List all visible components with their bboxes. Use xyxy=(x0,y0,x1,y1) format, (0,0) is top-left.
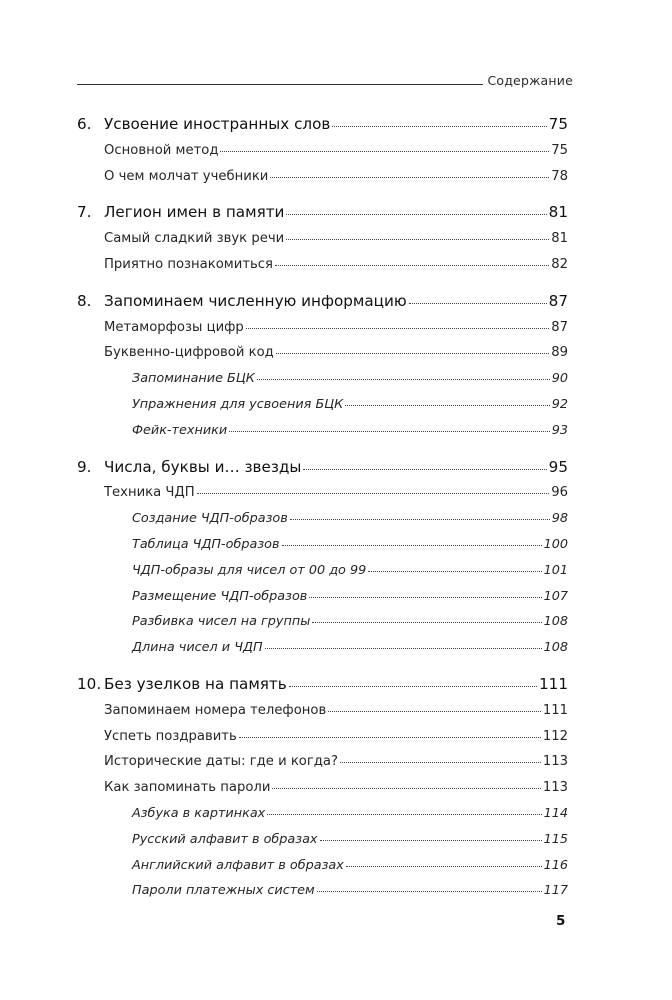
dot-leader xyxy=(340,761,541,763)
entry-title: Как запоминать пароли xyxy=(104,780,271,796)
toc-subsubsection-entry[interactable] xyxy=(77,878,568,904)
dot-leader xyxy=(220,150,549,152)
table-of-contents xyxy=(77,112,568,915)
toc-chapter-entry[interactable] xyxy=(77,112,568,138)
dot-leader xyxy=(197,492,550,494)
toc-chapter-entry[interactable] xyxy=(77,672,568,698)
toc-section xyxy=(77,455,568,661)
dot-leader xyxy=(289,685,537,687)
entry-page: 93 xyxy=(551,422,568,438)
entry-page: 98 xyxy=(551,511,568,527)
entry-page: 114 xyxy=(543,805,568,821)
entry-page: 96 xyxy=(551,485,568,501)
entry-title: Размещение ЧДП-образов xyxy=(132,588,308,604)
entry-title: Азбука в картинках xyxy=(132,805,266,821)
dot-leader xyxy=(320,839,542,841)
toc-subsection-entry[interactable] xyxy=(77,775,568,801)
toc-subsubsection-entry[interactable] xyxy=(77,801,568,827)
entry-title: Таблица ЧДП-образов xyxy=(132,536,280,552)
entry-title: Пароли платежных систем xyxy=(132,883,315,899)
chapter-title: Легион имен в памяти xyxy=(104,203,285,222)
entry-title: Успеть поздравить xyxy=(104,728,237,744)
dot-leader xyxy=(409,302,547,304)
chapter-number: 7. xyxy=(77,203,92,222)
entry-title: Длина чисел и ЧДП xyxy=(132,640,263,656)
chapter-title: Усвоение иностранных слов xyxy=(104,115,331,133)
toc-subsubsection-entry[interactable] xyxy=(77,635,568,661)
dot-leader xyxy=(272,787,540,789)
dot-leader xyxy=(282,544,542,546)
chapter-page: 87 xyxy=(548,291,568,310)
entry-title: Основной метод xyxy=(104,142,219,158)
dot-leader xyxy=(346,865,542,867)
entry-title: Разбивка чисел на группы xyxy=(132,614,311,630)
dot-leader xyxy=(368,570,541,572)
toc-chapter-entry[interactable] xyxy=(77,289,568,315)
entry-page: 82 xyxy=(551,256,568,272)
chapter-page: 95 xyxy=(548,457,568,476)
toc-subsubsection-entry[interactable] xyxy=(77,418,568,444)
toc-section xyxy=(77,289,568,444)
dot-leader xyxy=(267,813,541,815)
chapter-page: 81 xyxy=(548,203,568,222)
dot-leader xyxy=(239,736,541,738)
entry-page: 108 xyxy=(543,640,568,656)
dot-leader xyxy=(270,176,549,178)
toc-subsection-entry[interactable] xyxy=(77,698,568,724)
entry-title: Буквенно-цифровой код xyxy=(104,345,274,361)
entry-page: 90 xyxy=(551,371,568,387)
chapter-title: Запоминаем численную информацию xyxy=(104,291,407,310)
entry-page: 115 xyxy=(543,831,568,847)
dot-leader xyxy=(303,468,546,470)
entry-page: 75 xyxy=(551,142,568,158)
entry-title: Создание ЧДП-образов xyxy=(132,511,288,527)
entry-page: 117 xyxy=(543,883,568,899)
entry-page: 87 xyxy=(551,319,568,335)
entry-title: Запоминаем номера телефонов xyxy=(104,702,327,718)
toc-subsubsection-entry[interactable] xyxy=(77,558,568,584)
chapter-number: 6. xyxy=(77,115,92,133)
toc-subsubsection-entry[interactable] xyxy=(77,584,568,610)
dot-leader xyxy=(345,404,549,406)
toc-subsection-entry[interactable] xyxy=(77,164,568,190)
toc-section xyxy=(77,672,568,904)
entry-page: 113 xyxy=(542,780,568,796)
toc-subsubsection-entry[interactable] xyxy=(77,392,568,418)
dot-leader xyxy=(312,621,541,623)
dot-leader xyxy=(328,710,541,712)
toc-chapter-entry[interactable] xyxy=(77,200,568,226)
entry-page: 89 xyxy=(551,345,568,361)
toc-subsection-entry[interactable] xyxy=(77,138,568,164)
entry-title: Запоминание БЦК xyxy=(132,371,255,387)
chapter-number: 8. xyxy=(77,291,92,310)
toc-subsection-entry[interactable] xyxy=(77,340,568,366)
entry-page: 111 xyxy=(542,702,568,718)
chapter-number: 10. xyxy=(77,674,102,693)
toc-subsection-entry[interactable] xyxy=(77,315,568,341)
entry-title: Фейк-техники xyxy=(132,422,228,438)
toc-subsubsection-entry[interactable] xyxy=(77,853,568,879)
toc-subsubsection-entry[interactable] xyxy=(77,506,568,532)
toc-subsubsection-entry[interactable] xyxy=(77,827,568,853)
entry-title: Упражнения для усвоения БЦК xyxy=(132,396,344,412)
entry-page: 100 xyxy=(543,536,568,552)
entry-page: 113 xyxy=(542,754,568,770)
running-header xyxy=(77,70,573,90)
toc-subsubsection-entry[interactable] xyxy=(77,609,568,635)
entry-title: ЧДП-образы для чисел от 00 до 99 xyxy=(132,562,367,578)
entry-page: 101 xyxy=(543,562,568,578)
chapter-page: 111 xyxy=(539,674,568,693)
header-rule xyxy=(77,84,483,85)
toc-subsection-entry[interactable] xyxy=(77,749,568,775)
entry-page: 108 xyxy=(543,614,568,630)
toc-section xyxy=(77,112,568,189)
entry-title: О чем молчат учебники xyxy=(104,168,269,184)
dot-leader xyxy=(286,238,549,240)
dot-leader xyxy=(275,264,549,266)
toc-subsection-entry[interactable] xyxy=(77,724,568,750)
entry-title: Самый сладкий звук речи xyxy=(104,231,285,247)
toc-subsection-entry[interactable] xyxy=(77,480,568,506)
header-title: Содержание xyxy=(487,73,573,88)
toc-subsubsection-entry[interactable] xyxy=(77,366,568,392)
dot-leader xyxy=(265,647,542,649)
dot-leader xyxy=(332,125,546,127)
entry-title: Английский алфавит в образах xyxy=(132,857,344,873)
toc-section xyxy=(77,200,568,277)
toc-subsection-entry[interactable] xyxy=(77,226,568,252)
entry-title: Приятно познакомиться xyxy=(104,256,273,272)
chapter-title: Без узелков на память xyxy=(104,674,287,693)
dot-leader xyxy=(229,430,550,432)
chapter-number: 9. xyxy=(77,457,92,476)
entry-title: Исторические даты: где и когда? xyxy=(104,754,339,770)
dot-leader xyxy=(290,518,550,520)
entry-page: 92 xyxy=(551,396,568,412)
entry-title: Метаморфозы цифр xyxy=(104,319,244,335)
entry-title: Техника ЧДП xyxy=(104,485,195,501)
chapter-page: 75 xyxy=(548,115,568,133)
toc-subsection-entry[interactable] xyxy=(77,252,568,278)
entry-page: 112 xyxy=(542,728,568,744)
entry-page: 107 xyxy=(543,588,568,604)
dot-leader xyxy=(309,596,541,598)
dot-leader xyxy=(276,352,549,354)
dot-leader xyxy=(317,890,542,892)
toc-chapter-entry[interactable] xyxy=(77,455,568,481)
dot-leader xyxy=(286,213,546,215)
entry-page: 116 xyxy=(543,857,568,873)
dot-leader xyxy=(246,327,549,329)
chapter-title: Числа, буквы и… звезды xyxy=(104,457,302,476)
toc-subsubsection-entry[interactable] xyxy=(77,532,568,558)
dot-leader xyxy=(257,378,550,380)
entry-page: 81 xyxy=(551,231,568,247)
entry-title: Русский алфавит в образах xyxy=(132,831,318,847)
page-number: 5 xyxy=(556,913,566,929)
entry-page: 78 xyxy=(551,168,568,184)
